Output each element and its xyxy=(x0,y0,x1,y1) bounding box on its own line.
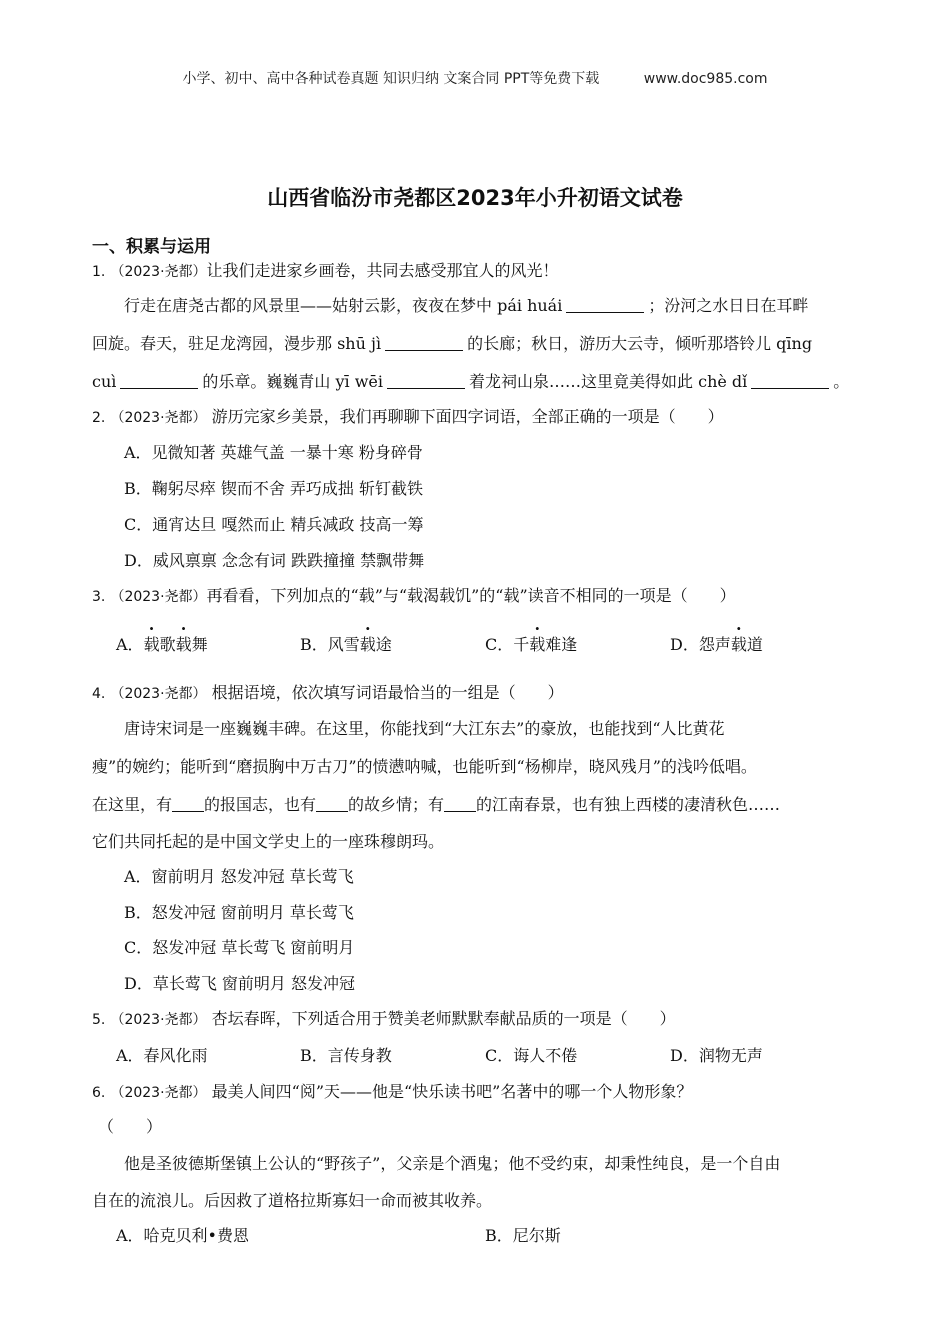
option-b[interactable]: B．怒发冲冠 窗前明月 草长莺飞 xyxy=(124,903,354,922)
passage-text: cuì xyxy=(92,372,117,391)
option-d[interactable]: D．草长莺飞 窗前明月 怒发冲冠 xyxy=(124,974,356,993)
question-3-stem xyxy=(92,583,736,606)
passage-text: 回旋。春天，驻足龙湾园，漫步那 shū jì xyxy=(92,334,382,353)
question-text: 再看看，下列加点的“载”与“载渴载饥”的“载”读音不相同的一项是（ ） xyxy=(206,586,736,605)
question-tag: （2023·尧都） xyxy=(110,1085,207,1101)
option-a[interactable]: A．春风化雨 xyxy=(116,1046,208,1065)
passage-text: 的乐章。巍巍青山 yī wēi xyxy=(202,372,384,391)
fill-blank[interactable] xyxy=(385,334,463,351)
option-b[interactable]: B．尼尔斯 xyxy=(485,1226,561,1245)
option-text: 途 xyxy=(375,635,392,654)
answer-paren: （ ） xyxy=(98,1117,163,1136)
question-tag: （2023·尧都） xyxy=(110,589,207,605)
question-1-line-3 xyxy=(92,369,849,392)
question-text: 杏坛春晖，下列适合用于赞美老师默默奉献品质的一项是（ ） xyxy=(211,1009,676,1028)
fill-blank[interactable] xyxy=(316,795,348,812)
option-c[interactable]: C．通宵达旦 嘎然而止 精兵减政 技高一筹 xyxy=(124,515,424,534)
question-text: 让我们走进家乡画卷，共同去感受那宜人的风光！ xyxy=(206,261,559,280)
option-text: 歌 xyxy=(159,635,176,654)
question-1-line-1 xyxy=(124,293,808,316)
question-tag: （2023·尧都） xyxy=(110,410,207,426)
header-text: 小学、初中、高中各种试卷真题 知识归纳 文案合同 PPT等免费下载 xyxy=(182,71,600,87)
option-c[interactable]: C．怒发冲冠 草长莺飞 窗前明月 xyxy=(124,938,355,957)
question-number: 1. xyxy=(92,264,106,280)
passage-line: 瘦”的婉约；能听到“磨损胸中万古刀”的愤懑呐喊，也能听到“杨柳岸，晓风残月”的浅吟低唱。 xyxy=(92,757,757,776)
fill-blank[interactable] xyxy=(120,372,198,389)
option-a[interactable]: A．哈克贝利•费恩 xyxy=(116,1226,249,1245)
question-number: 3. xyxy=(92,589,106,605)
option-c[interactable]: C．诲人不倦 xyxy=(485,1046,578,1065)
option-b[interactable]: B．言传身教 xyxy=(300,1046,392,1065)
option-d[interactable]: D．威风禀禀 念念有词 跌跌撞撞 禁飘带舞 xyxy=(124,551,425,570)
question-5-stem xyxy=(92,1006,676,1029)
passage-line xyxy=(92,792,780,815)
question-text: 根据语境，依次填写词语最恰当的一组是（ ） xyxy=(211,683,564,702)
passage-text: 的故乡情；有 xyxy=(348,795,445,814)
question-1-line-2 xyxy=(92,331,812,354)
option-a[interactable]: A．窗前明月 怒发冲冠 草长莺飞 xyxy=(124,867,354,886)
option-b[interactable]: B．鞠躬尽瘁 锲而不舍 弄巧成拙 斩钉截铁 xyxy=(124,479,424,498)
passage-text: 着龙祠山泉……这里竟美得如此 chè dǐ xyxy=(469,372,748,391)
option-text: 道 xyxy=(746,635,763,654)
option-a[interactable]: A．见微知著 英雄气盖 一暴十寒 粉身碎骨 xyxy=(124,443,423,462)
option-prefix: D．怨声 xyxy=(670,635,731,654)
passage-text: ；汾河之水日日在耳畔 xyxy=(648,296,809,315)
section-heading: 一、积累与运用 xyxy=(92,237,211,257)
option-text: 舞 xyxy=(191,635,208,654)
question-text: 最美人间四“阅”天——他是“快乐读书吧”名著中的哪一个人物形象？ xyxy=(211,1082,693,1101)
question-tag: （2023·尧都） xyxy=(110,1012,207,1028)
fill-blank[interactable] xyxy=(566,296,644,313)
dotted-char: 载 xyxy=(143,635,160,654)
fill-blank[interactable] xyxy=(172,795,204,812)
passage-text: 的江南春景，也有独上西楼的凄清秋色…… xyxy=(476,795,781,814)
question-text: 游历完家乡美景，我们再聊聊下面四字词语，全部正确的一项是（ ） xyxy=(211,407,724,426)
question-number: 6. xyxy=(92,1085,106,1101)
option-prefix: C．千 xyxy=(485,635,530,654)
question-tag: （2023·尧都） xyxy=(110,264,207,280)
question-2-stem xyxy=(92,404,724,427)
passage-line: 他是圣彼德斯堡镇上公认的“野孩子”，父亲是个酒鬼；他不受约束，却秉性纯良，是一个自由 xyxy=(124,1154,781,1173)
dotted-char: 载 xyxy=(730,635,747,654)
page-header xyxy=(0,68,950,88)
fill-blank[interactable] xyxy=(444,795,476,812)
option-b[interactable] xyxy=(300,632,392,655)
fill-blank[interactable] xyxy=(751,372,829,389)
passage-text: 的报国志，也有 xyxy=(204,795,317,814)
passage-text: 行走在唐尧古都的风景里——姑射云影，夜夜在梦中 pái huái xyxy=(124,296,563,315)
dotted-char: 载 xyxy=(175,635,192,654)
option-a[interactable] xyxy=(116,632,208,655)
question-number: 4. xyxy=(92,686,106,702)
question-tag: （2023·尧都） xyxy=(110,686,207,702)
option-prefix: B．风雪 xyxy=(300,635,360,654)
passage-text: 。 xyxy=(833,372,850,391)
question-4-stem xyxy=(92,680,564,703)
option-d[interactable]: D．润物无声 xyxy=(670,1046,763,1065)
question-number: 5. xyxy=(92,1012,106,1028)
option-c[interactable] xyxy=(485,632,577,655)
option-text: 难逢 xyxy=(545,635,578,654)
dotted-char: 载 xyxy=(359,635,376,654)
option-d[interactable] xyxy=(670,632,763,655)
header-site-link[interactable]: www.doc985.com xyxy=(643,71,768,87)
question-6-stem xyxy=(92,1079,692,1102)
question-number: 2. xyxy=(92,410,106,426)
passage-line: 自在的流浪儿。后因救了道格拉斯寡妇一命而被其收养。 xyxy=(92,1191,493,1210)
passage-line: 它们共同托起的是中国文学史上的一座珠穆朗玛。 xyxy=(92,832,445,851)
fill-blank[interactable] xyxy=(387,372,465,389)
page-title: 山西省临汾市尧都区2023年小升初语文试卷 xyxy=(267,186,683,210)
passage-text: 的长廊；秋日，游历大云寺，倾听那塔铃儿 qīng xyxy=(467,334,813,353)
dotted-char: 载 xyxy=(529,635,546,654)
question-1-stem xyxy=(92,258,559,281)
option-prefix: A． xyxy=(116,635,144,654)
passage-text: 在这里，有 xyxy=(92,795,173,814)
passage-line: 唐诗宋词是一座巍巍丰碑。在这里，你能找到“大江东去”的豪放，也能找到“人比黄花 xyxy=(124,719,725,738)
